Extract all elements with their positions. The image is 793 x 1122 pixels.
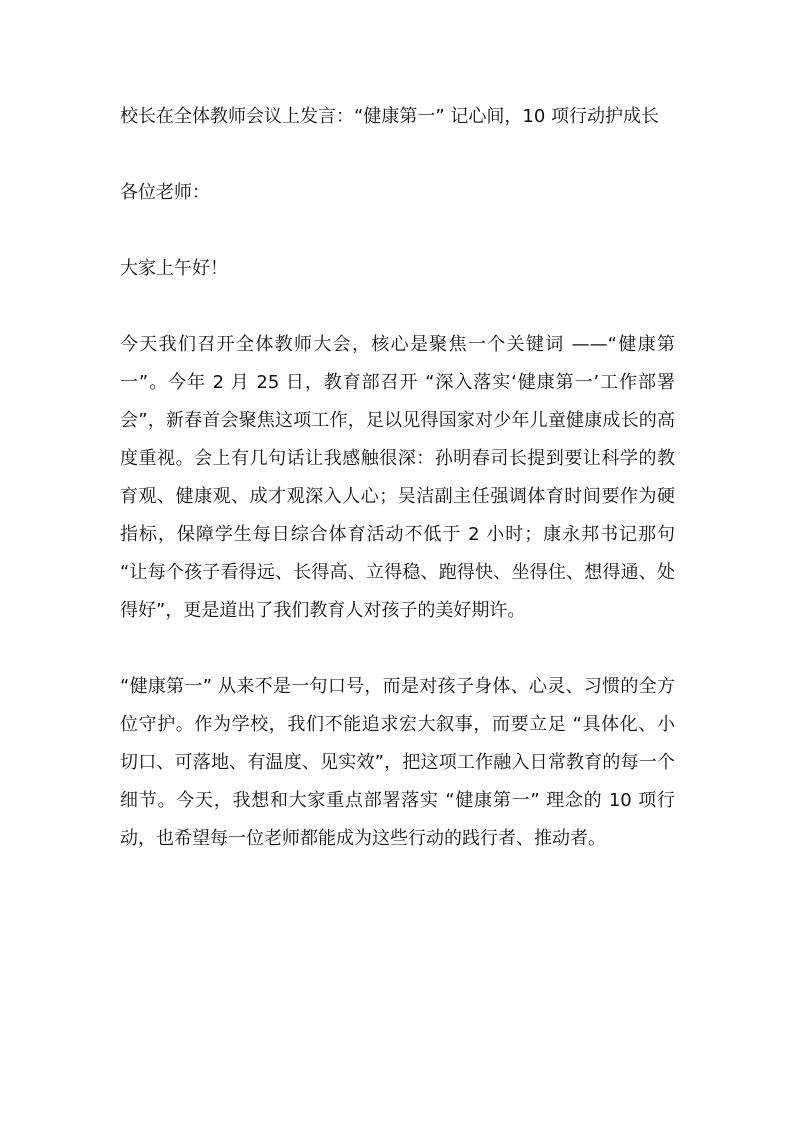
greeting: 大家上午好！ (120, 258, 228, 279)
body-paragraph: “健康第一” 从来不是一句口号，而是对孩子身体、心灵、习惯的全方位守护。作为学校，我们不能追求宏大叙事，而要立足 “具体化、小切口、可落地、有温度、见实效”，把这项工作融入日常教育的每一个细节。今天，我想和大家重点部署落实 “健康第一” 理念的 10 项行动，也希望每一位老师都能成为这些行动的践行者、推动者。 (120, 676, 675, 849)
salutation: 各位老师： (120, 182, 210, 203)
document-title: 校长在全体教师会议上发言：“健康第一” 记心间，10 项行动护成长 (120, 106, 659, 127)
document-body (120, 98, 675, 896)
body-paragraph: 今天我们召开全体教师大会，核心是聚焦一个关键词 ——“健康第一”。今年 2 月 25 日，教育部召开 “深入落实‘健康第一’工作部署会”，新春首会聚焦这项工作，足以见得国家对少年儿童健康成长的高度重视。会上有几句话让我感触很深：孙明春司长提到要让科学的教育观、健康观、成才观深入人心；吴洁副主任强调体育时间要作为硬指标，保障学生每日综合体育活动不低于 2 小时；康永邦书记那句 “让每个孩子看得远、长得高、立得稳、跑得快、坐得住、想得通、处得好”，更是道出了我们教育人对孩子的美好期许。 (120, 334, 675, 621)
